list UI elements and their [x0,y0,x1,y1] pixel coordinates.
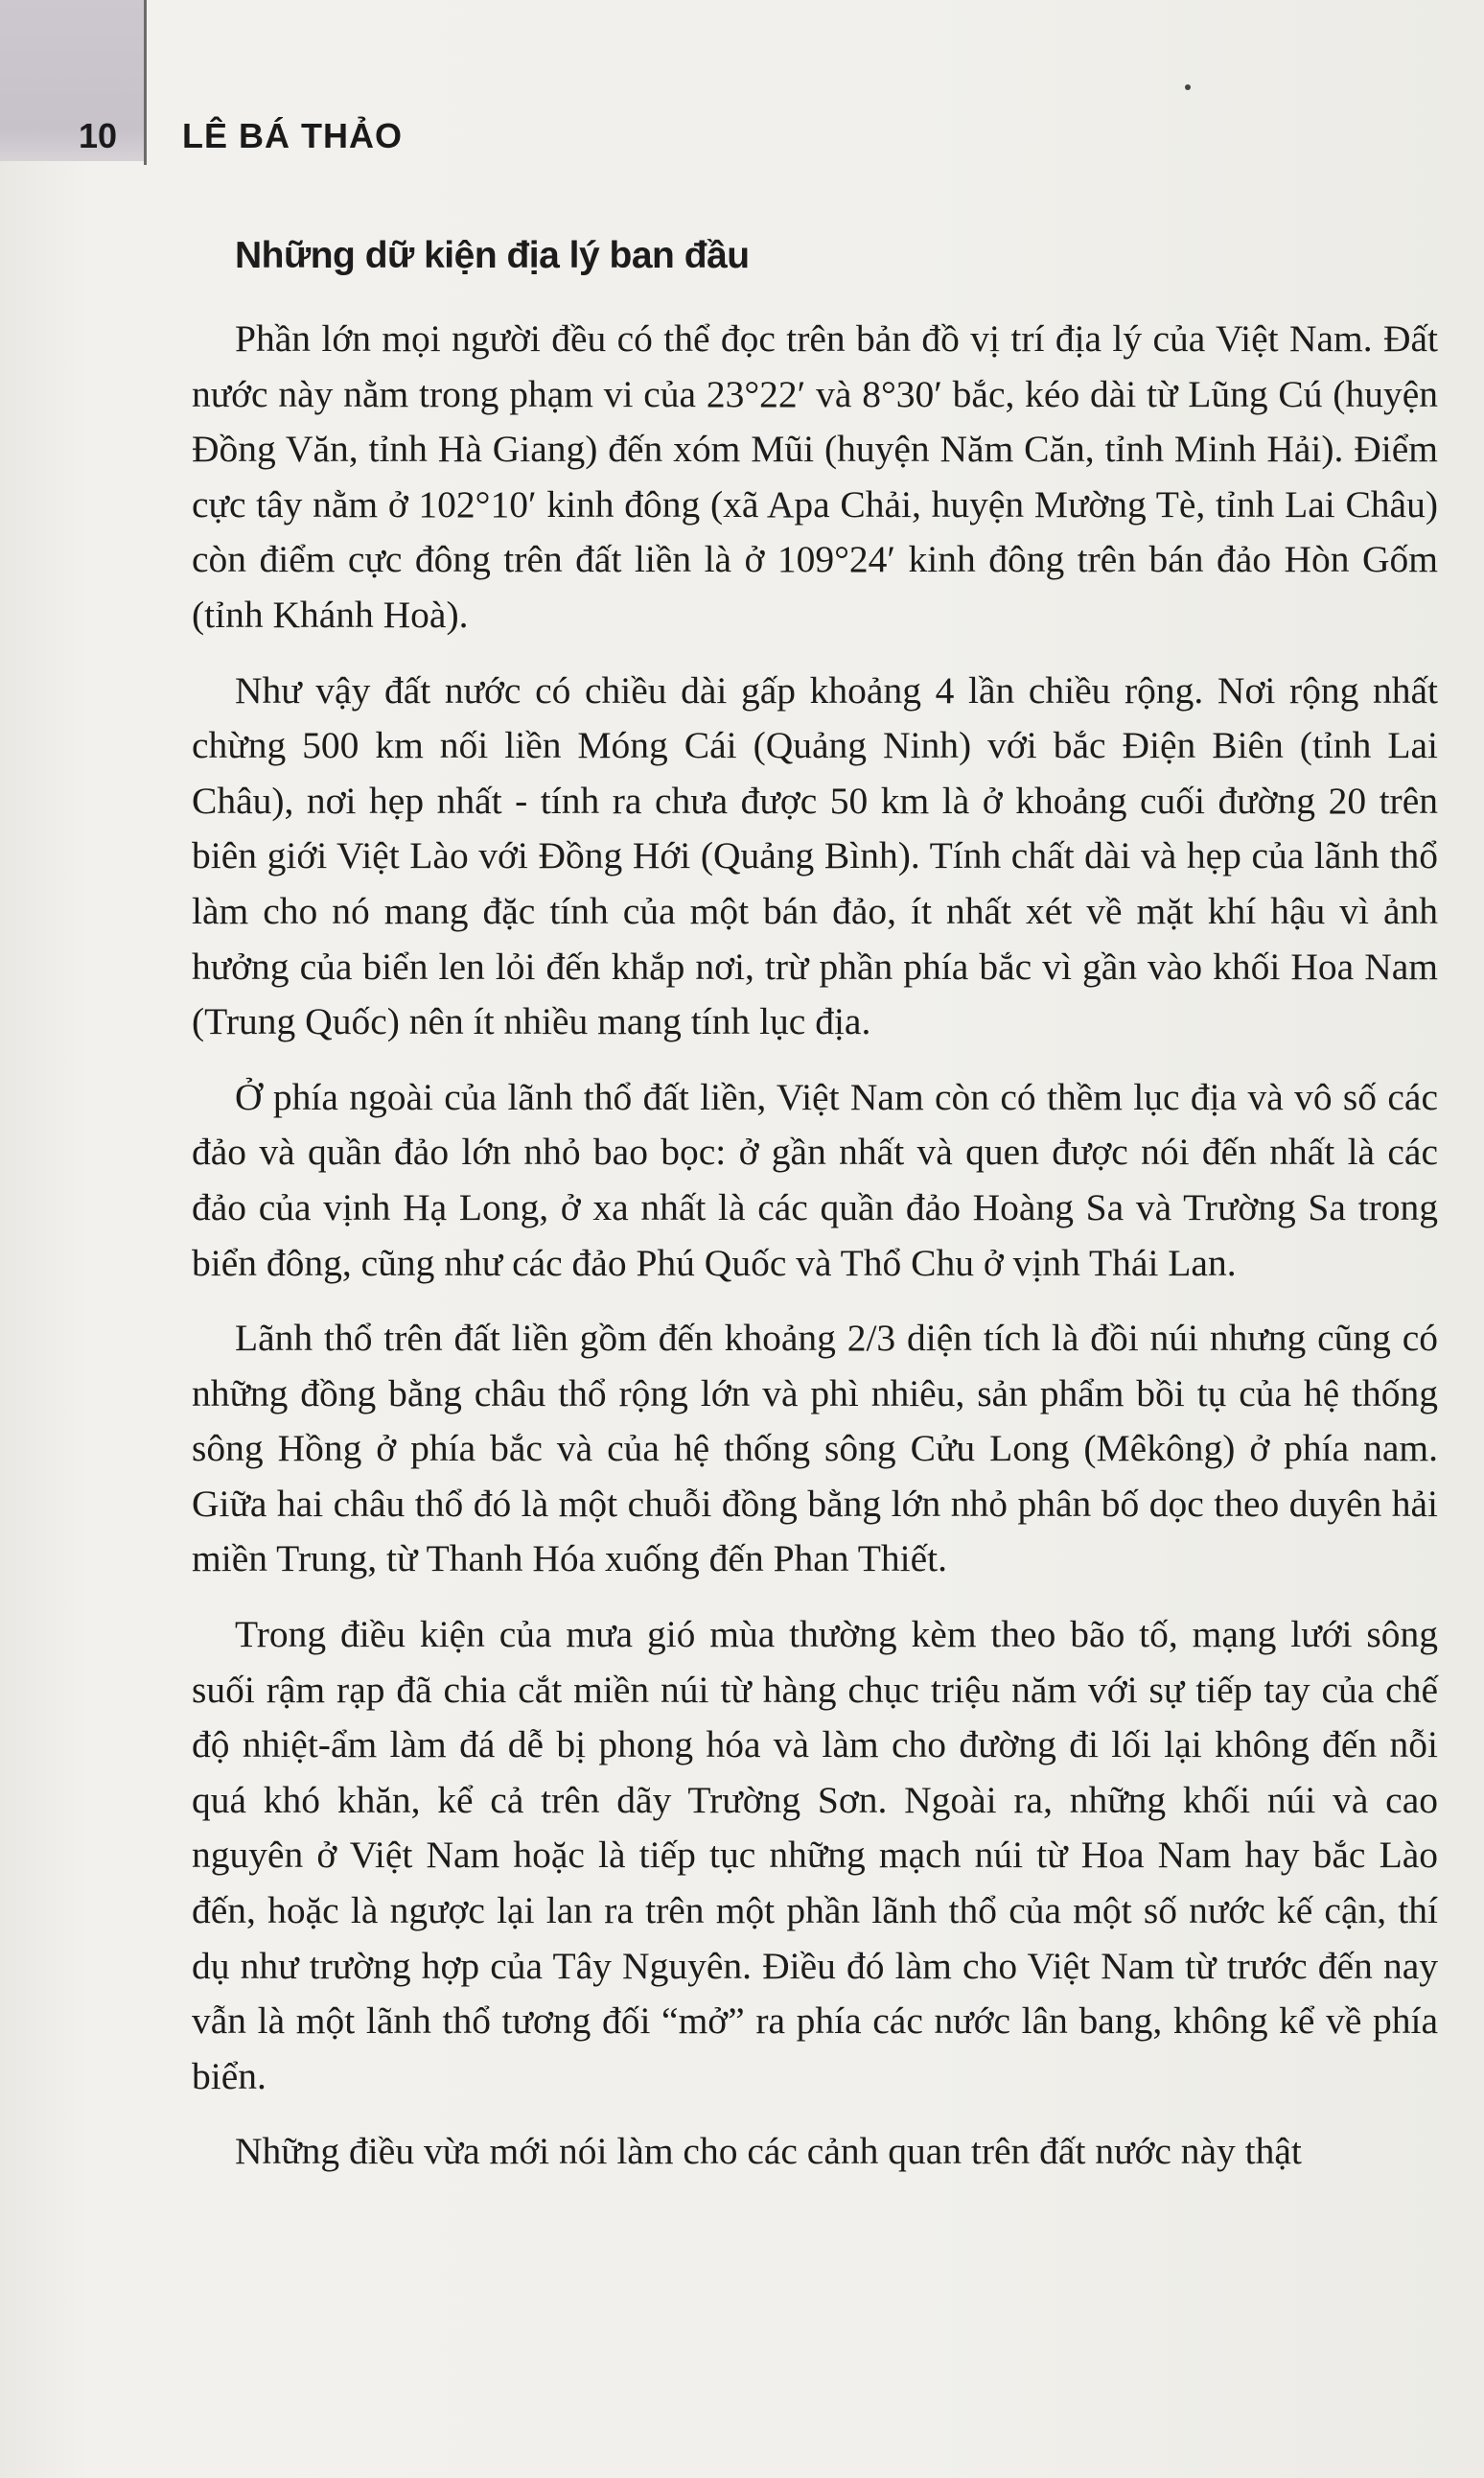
running-title: LÊ BÁ THẢO [182,116,403,155]
page-content [192,235,1438,2200]
paragraph-6: Những điều vừa mới nói làm cho các cảnh quan trên đất nước này thật [235,2130,1302,2173]
paragraph-5: Trong điều kiện của mưa gió mùa thường kèm theo bão tố, mạng lưới sông suối rậm rạp đã chia cắt miền núi từ hàng chục triệu năm với sự tiếp tay của chế độ nhiệt-ẩm làm đá dễ bị phong hóa và làm cho đường đi lối lại không đến nỗi quá khó khăn, kể cả trên dãy Trường Sơn. Ngoài ra, những khối núi và cao nguyên ở Việt Nam hoặc là tiếp tục những mạch núi từ Hoa Nam hay bắc Lào đến, hoặc là ngược lại lan ra trên một phần lãnh thổ của một số nước kế cận, thí dụ như trường hợp của Tây Nguyên. Điều đó làm cho Việt Nam từ trước đến nay vẫn là một lãnh thổ tương đối “mở” ra phía các nước lân bang, không kể về phía biển. [192,1613,1438,2097]
running-head [79,107,403,165]
page-number: 10 [79,116,118,155]
section-heading: Những dữ kiện địa lý ban đầu [235,235,750,276]
paragraph-4: Lãnh thổ trên đất liền gồm đến khoảng 2/3 diện tích là đồi núi nhưng cũng có những đồng bằng châu thổ rộng lớn và phì nhiêu, sản phẩm bồi tụ của hệ thống sông Hồng ở phía bắc và của hệ thống sông Cửu Long (Mêkông) ở phía nam. Giữa hai châu thổ đó là một chuỗi đồng bằng lớn nhỏ phân bố dọc theo duyên hải miền Trung, từ Thanh Hóa xuống đến Phan Thiết. [192,1317,1438,1580]
print-speck [1185,84,1191,90]
paragraph-2: Như vậy đất nước có chiều dài gấp khoảng 4 lần chiều rộng. Nơi rộng nhất chừng 500 km nối liền Móng Cái (Quảng Ninh) với bắc Điện Biên (tỉnh Lai Châu), nơi hẹp nhất - tính ra chưa được 50 km là ở khoảng cuối đường 20 trên biên giới Việt Lào với Đồng Hới (Quảng Bình). Tính chất dài và hẹp của lãnh thổ làm cho nó mang đặc tính của một bán đảo, ít nhất xét về mặt khí hậu vì ảnh hưởng của biển len lỏi đến khắp nơi, trừ phần phía bắc vì gần vào khối Hoa Nam (Trung Quốc) nên ít nhiều mang tính lục địa. [192,668,1438,1043]
paragraph-1: Phần lớn mọi người đều có thể đọc trên bản đồ vị trí địa lý của Việt Nam. Đất nước này nằm trong phạm vi của 23°22′ và 8°30′ bắc, kéo dài từ Lũng Cú (huyện Đồng Văn, tỉnh Hà Giang) đến xóm Mũi (huyện Năm Căn, tỉnh Minh Hải). Điểm cực tây nằm ở 102°10′ kinh đông (xã Apa Chải, huyện Mường Tè, tỉnh Lai Châu) còn điểm cực đông trên đất liền là ở 109°24′ kinh đông trên bán đảo Hòn Gốm (tỉnh Khánh Hoà). [192,317,1438,636]
paragraph-3: Ở phía ngoài của lãnh thổ đất liền, Việt Nam còn có thềm lục địa và vô số các đảo và quần đảo lớn nhỏ bao bọc: ở gần nhất và quen được nói đến nhất là các đảo của vịnh Hạ Long, ở xa nhất là các quần đảo Hoàng Sa và Trường Sa trong biển đông, cũng như các đảo Phú Quốc và Thổ Chu ở vịnh Thái Lan. [192,1075,1438,1284]
